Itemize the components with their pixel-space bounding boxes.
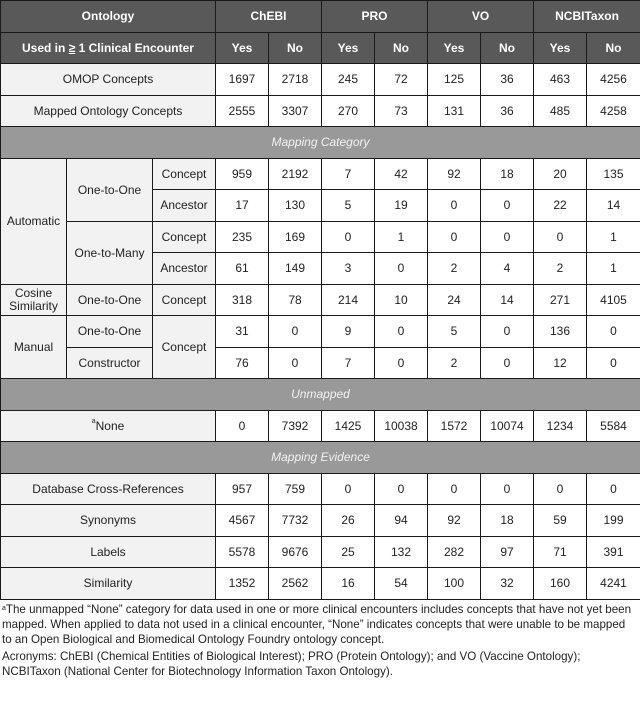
cell: 199 [587,505,640,537]
cell: 271 [534,284,587,316]
level-concept: Concept [153,284,216,316]
cell: 0 [587,473,640,505]
cell: 0 [481,473,534,505]
cell: 0 [375,347,428,379]
cell: 22 [534,190,587,222]
cell: 42 [375,158,428,190]
cell: 25 [322,536,375,568]
yes-header: Yes [216,32,269,64]
cell: 1572 [428,410,481,442]
cell: 0 [375,253,428,285]
section-title: Mapping Evidence [1,442,640,474]
cell: 54 [375,568,428,600]
ontology-chebi: ChEBI [216,1,322,33]
cell: 59 [534,505,587,537]
footnote-marker: a [91,417,96,425]
row-label-none [1,410,216,442]
cell: 9676 [269,536,322,568]
footnote-marker: a [2,604,6,612]
cell: 18 [481,505,534,537]
cell: 1 [375,221,428,253]
cell: 5584 [587,410,640,442]
cell: 245 [322,64,375,96]
cell: 4241 [587,568,640,600]
cell: 76 [216,347,269,379]
cell: 149 [269,253,322,285]
cell: 3 [322,253,375,285]
cell: 7732 [269,505,322,537]
cell: 4 [481,253,534,285]
row-label: Labels [1,536,216,568]
cell: 0 [481,347,534,379]
cell: 4105 [587,284,640,316]
cell: 270 [322,95,375,127]
yes-header: Yes [322,32,375,64]
cell: 1234 [534,410,587,442]
cell: 485 [534,95,587,127]
table-footnotes [0,600,640,679]
cell: 759 [269,473,322,505]
cell: 4256 [587,64,640,96]
table-row-manual-one-to-one [1,316,640,348]
usage-header [1,32,216,64]
section-row-unmapped [1,379,640,411]
yes-header: Yes [428,32,481,64]
cell: 20 [534,158,587,190]
cell: 0 [481,221,534,253]
cell: 10038 [375,410,428,442]
cell: 7 [322,158,375,190]
type-one-to-many: One-to-Many [67,221,153,284]
level-ancestor: Ancestor [153,190,216,222]
cell: 136 [534,316,587,348]
row-label: Similarity [1,568,216,600]
cell: 26 [322,505,375,537]
type-one-to-one: One-to-One [67,316,153,348]
cell: 18 [481,158,534,190]
row-label: Synonyms [1,505,216,537]
table-row-labels [1,536,640,568]
table-row-automatic-one-to-many-concept [1,221,640,253]
no-header: No [481,32,534,64]
cell: 5578 [216,536,269,568]
cell: 7392 [269,410,322,442]
cell: 1697 [216,64,269,96]
cell: 19 [375,190,428,222]
row-label: Mapped Ontology Concepts [1,95,216,127]
usage-text-post: 1 Clinical Encounter [75,40,194,55]
ontology-pro: PRO [322,1,428,33]
cell: 10 [375,284,428,316]
cell: 0 [375,316,428,348]
cell: 2562 [269,568,322,600]
cell: 36 [481,64,534,96]
cell: 14 [481,284,534,316]
cell: 131 [428,95,481,127]
cell: 132 [375,536,428,568]
cell: 36 [481,95,534,127]
cosine-label-line2: Similarity [9,298,58,313]
cell: 463 [534,64,587,96]
no-header: No [375,32,428,64]
cell: 1352 [216,568,269,600]
table-row-cosine-similarity [1,284,640,316]
cell: 0 [587,316,640,348]
cell: 3307 [269,95,322,127]
section-title: Mapping Category [1,127,640,159]
cell: 130 [269,190,322,222]
no-header: No [587,32,640,64]
cell: 4567 [216,505,269,537]
cell: 100 [428,568,481,600]
cell: 24 [428,284,481,316]
cell: 318 [216,284,269,316]
cell: 1 [587,221,640,253]
cell: 0 [534,221,587,253]
cosine-label-line1: Cosine [14,285,53,300]
footnote-text: The unmapped “None” category for data used in one or more clinical encounters includes concepts that have not yet been mapped. When applied to data not used in a clinical encounter, “None” indicates concepts that were unable to be mapped to an Open Biological and Biomedical Ontology Foundry ontology concept. [2,602,632,646]
category-manual: Manual [1,316,67,379]
cell: 959 [216,158,269,190]
table-row-omop-concepts [1,64,640,96]
no-header: No [269,32,322,64]
cell: 169 [269,221,322,253]
cell: 214 [322,284,375,316]
cell: 0 [428,221,481,253]
cell: 73 [375,95,428,127]
table-row-manual-constructor [1,347,640,379]
type-one-to-one: One-to-One [67,158,153,221]
ontology-header: Ontology [1,1,216,33]
section-row-mapping-evidence [1,442,640,474]
cell: 14 [587,190,640,222]
cell: 2 [428,347,481,379]
category-automatic: Automatic [1,158,67,284]
header-row-usage [1,32,640,64]
cell: 61 [216,253,269,285]
cell: 72 [375,64,428,96]
cell: 71 [534,536,587,568]
cell: 12 [534,347,587,379]
yes-header: Yes [534,32,587,64]
cell: 0 [216,410,269,442]
cell: 2718 [269,64,322,96]
cell: 2192 [269,158,322,190]
cell: 16 [322,568,375,600]
acronyms-note: Acronyms: ChEBI (Chemical Entities of Biological Interest); PRO (Protein Ontology); and VO (Vaccine Ontology); NCBITaxon (National Center for Biotechnology Information Taxon Ontology). [2,649,581,678]
cell: 7 [322,347,375,379]
table-row-similarity [1,568,640,600]
table-row-synonyms [1,505,640,537]
cell: 94 [375,505,428,537]
cell: 0 [269,347,322,379]
level-concept: Concept [153,158,216,190]
cell: 78 [269,284,322,316]
cell: 160 [534,568,587,600]
row-label: OMOP Concepts [1,64,216,96]
level-ancestor: Ancestor [153,253,216,285]
cell: 2555 [216,95,269,127]
section-row-mapping-category [1,127,640,159]
cell: 235 [216,221,269,253]
cell: 1 [587,253,640,285]
cell: 10074 [481,410,534,442]
cell: 135 [587,158,640,190]
row-label: Database Cross-References [1,473,216,505]
cell: 92 [428,158,481,190]
cell: 1425 [322,410,375,442]
usage-text-pre: Used in [22,40,69,55]
cell: 0 [269,316,322,348]
cell: 17 [216,190,269,222]
cell: 0 [534,473,587,505]
cell: 0 [322,473,375,505]
cell: 0 [428,473,481,505]
table-row-mapped-ontology-concepts [1,95,640,127]
header-row-ontology [1,1,640,33]
cell: 0 [587,347,640,379]
type-one-to-one: One-to-One [67,284,153,316]
cell: 282 [428,536,481,568]
cell: 2 [534,253,587,285]
cell: 5 [322,190,375,222]
cell: 9 [322,316,375,348]
cell: 5 [428,316,481,348]
cell: 31 [216,316,269,348]
ontology-ncbitaxon: NCBITaxon [534,1,640,33]
cell: 2 [428,253,481,285]
cell: 0 [481,316,534,348]
cell: 92 [428,505,481,537]
cell: 97 [481,536,534,568]
cell: 957 [216,473,269,505]
cell: 125 [428,64,481,96]
cell: 0 [322,221,375,253]
level-concept: Concept [153,316,216,379]
ontology-vo: VO [428,1,534,33]
cell: 4258 [587,95,640,127]
usage-ge-symbol: ≥ [68,40,76,55]
cell: 0 [481,190,534,222]
cell: 0 [428,190,481,222]
none-label: None [95,418,125,433]
category-cosine-similarity [1,284,67,316]
cell: 32 [481,568,534,600]
cell: 391 [587,536,640,568]
footnote-none [2,602,638,647]
cell: 0 [375,473,428,505]
section-title: Unmapped [1,379,640,411]
level-concept: Concept [153,221,216,253]
table-row-none [1,410,640,442]
type-constructor: Constructor [67,347,153,379]
table-row-database-cross-references [1,473,640,505]
table-row-automatic-one-to-one-concept [1,158,640,190]
